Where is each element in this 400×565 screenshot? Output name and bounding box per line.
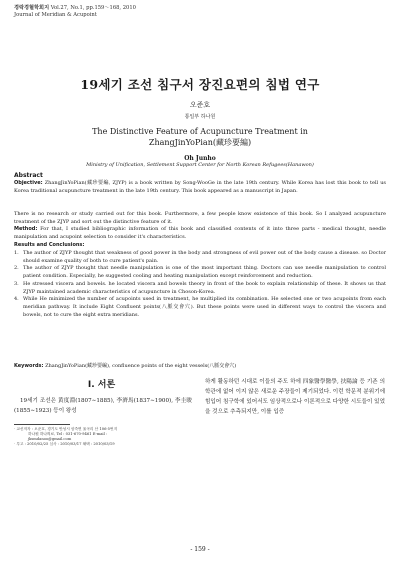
body-text-right-column: 하게 활동하던 시대로 이들의 주도 하에 四象醫學醫學, 扶陽論 등 기존 의학관에 없어 이지 않은 새로운 주장들이 제기되었다. 이런 학문적 분위기에 힘입어 침구학에 있어서도 임상적으로나 이론적으로 다양한 시도들이 있었을 것으로 추측되지만, 이를 입증 [205, 379, 385, 415]
body-text-left-column: 19세기 조선은 黃度淵(1807∼1885), 李濟馬(1837∼1900), 李圭晙(1855∼1923) 등이 왕성 [14, 398, 192, 414]
journal-name-ko: 경락경혈학회지 [14, 5, 50, 11]
section-heading-introduction: Ⅰ. 서론 [87, 380, 116, 390]
footnote [14, 427, 192, 447]
footnote-divider [14, 424, 70, 425]
keywords-label: Keywords: [14, 363, 44, 369]
abstract-heading: Abstract [14, 172, 43, 179]
result-item-3: 3. He stressed viscera and bowels. he located viscera and bowels theory in front of the book to explain relationship of these. It shows us that ZJYP maintained academic characteristics of acupuncture in Choson-Korea. [14, 280, 386, 295]
objective-label: Objective: [14, 180, 43, 186]
journal-header [14, 5, 136, 19]
author-name-en: Oh Junho [184, 155, 216, 162]
footnote-line-3: jksmdanoo@gmail.com [28, 437, 72, 441]
affiliation-en: Ministry of Unification, Settlement Support Center for North Korean Refugees(Hanawon) [86, 162, 314, 168]
method-label: Method: [14, 226, 38, 232]
keywords-text: ZhangJinYoPian(藏珍要編), confluence points of the eight vessels(八脈交會穴) [43, 363, 237, 369]
paper-title-en [0, 126, 400, 148]
objective-text: ZhangJinYoPian(藏珍要編, ZJYP) is a book written by Song-WooGe in the late 19th century. While Korea has lost this book to tell us Korea traditional acupuncture treatment in the late 19th century. This book appeared as a manuscript in Japan. [14, 180, 386, 194]
paper-title-ko: 19세기 조선 침구서 장진요편의 침법 연구 [80, 77, 320, 92]
page-number: - 159 - [190, 546, 210, 553]
paper-title-en-line1: The Distinctive Feature of Acupuncture Treatment in [92, 127, 308, 136]
method-text: For that, I studied bibliographic information of this book and classified contents of it into three parts - medical thought, needle manipulation and acupoint selection to consider it's characteristics. [14, 226, 386, 240]
affiliation-ko: 통일부 하나원 [184, 114, 216, 120]
paper-title-en-line2: ZhangJinYoPian(藏珍要編) [148, 138, 252, 147]
result-item-2: 2. The author of ZJYP thought that needle manipulation is one of the most important thing. Doctors can use needle manipulation to control patient condition. Especially, he suggested cooling and heating manipulation except reinforcement and reduction. [14, 265, 386, 280]
footnote-line-4: · 투고 : 2010/02/25 심사 : 2010/03/17 채택 : 2010/03/19 [14, 442, 115, 446]
results-heading: Results and Conclusions: [14, 242, 85, 248]
abstract-objective [14, 180, 386, 195]
footnote-line-2: 하나원 하나의료, Tel : 031-670-9461 E-mail : [28, 432, 108, 436]
abstract-method [14, 226, 386, 241]
results-list [14, 250, 386, 319]
result-item-4: 4. While He minimized the number of acupoints used in treatment, he multiplied its combination. He selected one or two acupoints from each meridian pathway. It include Eight Confluent points(八脈交會穴). But these points were used in different ways to control the viscera and bowels, not to cure the eight extra meridians. [14, 296, 386, 318]
journal-volume-info: Vol.27, No.1, pp.159～168, 2010 [50, 5, 136, 11]
result-item-1: 1. The author of ZJYP thought that weakness of good power in the body and strongness of evil power out of the body cause a disease. so Doctor should examine quality of both to cure patient's pain. [14, 250, 386, 264]
author-name-ko: 오준호 [189, 101, 211, 109]
footnote-line-1: · 교신저자 : 오준호, 경기도 안성시 삼죽면 율곡리 산 106-5번지 [14, 427, 118, 431]
abstract-objective-continued: There is no research or study carried out for this book. Furthermore, a few people know existence of this book. So I analyzed acupuncture treatment of the ZJYP and sort out the distinctive feature of it. [14, 211, 386, 225]
keywords [14, 363, 386, 370]
journal-name-en: Journal of Meridian & Acupoint [14, 12, 97, 18]
